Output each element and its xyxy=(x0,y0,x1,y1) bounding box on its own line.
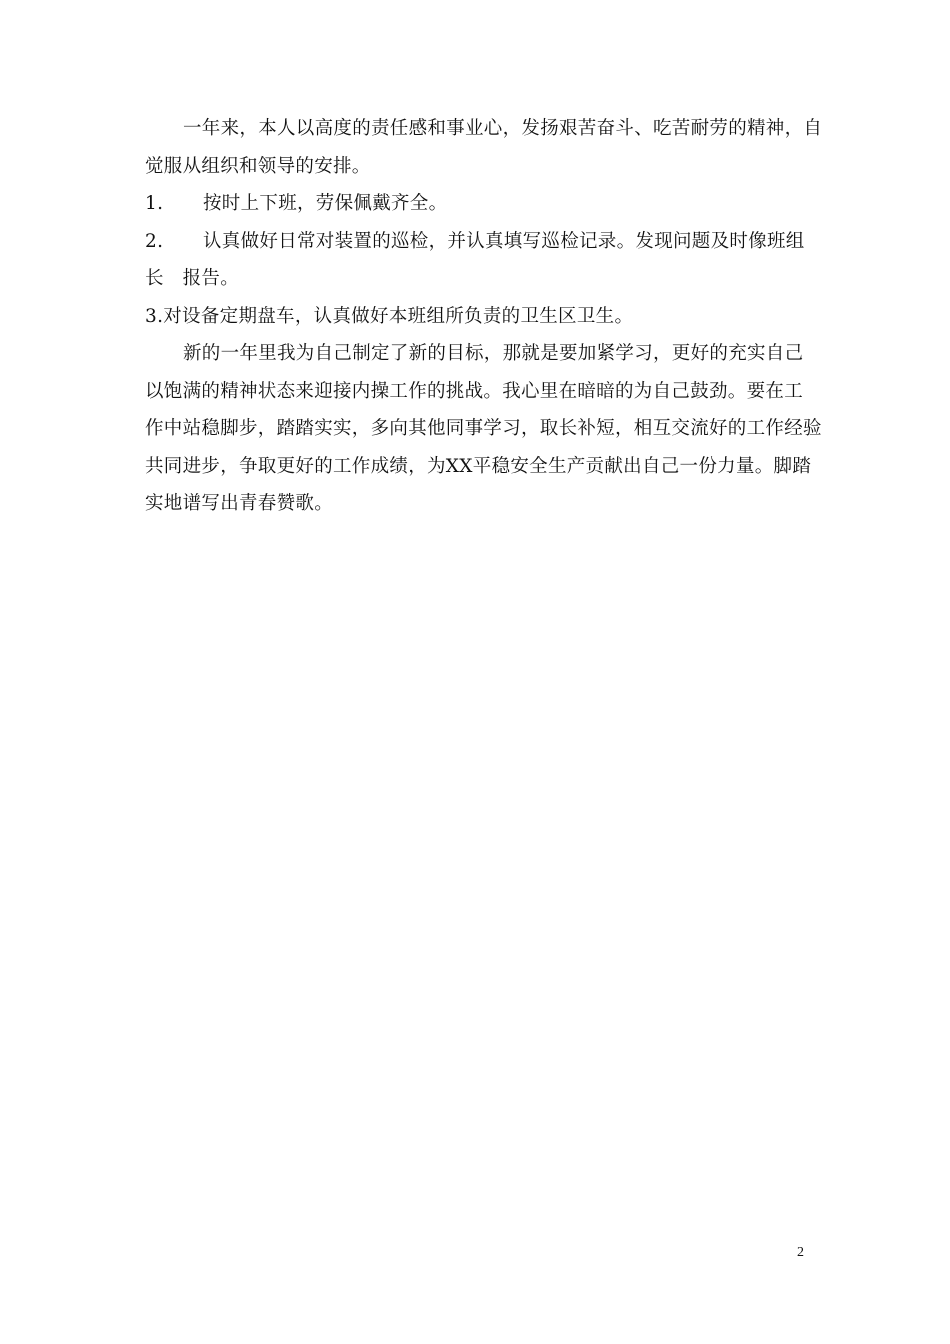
list-item-1 xyxy=(145,189,807,227)
list-number: 2. xyxy=(145,230,164,252)
closing-line-5: 实地谱写出青春赞歌。 xyxy=(145,493,334,514)
list-item-2 xyxy=(145,227,807,265)
closing-line-3: 作中站稳脚步，踏踏实实，多向其他同事学习，取长补短，相互交流好的工作经验 xyxy=(145,418,822,439)
list-text: 按时上下班，劳保佩戴齐全。 xyxy=(203,193,448,214)
list-number: 1. xyxy=(145,193,164,214)
list-item-3: 3.对设备定期盘车，认真做好本班组所负责的卫生区卫生。 xyxy=(145,305,634,327)
intro-line-1: 一年来，本人以高度的责任感和事业心，发扬艰苦奋斗、吃苦耐劳的精神，自 xyxy=(183,118,823,139)
closing-line-4: 共同进步，争取更好的工作成绩，为XX平稳安全生产贡献出自己一份力量。脚踏 xyxy=(145,455,812,477)
closing-line-2: 以饱满的精神状态来迎接内操工作的挑战。我心里在暗暗的为自己鼓劲。要在工 xyxy=(145,380,804,402)
list-text: 认真做好日常对装置的巡检，并认真填写巡检记录。发现问题及时像班组 xyxy=(203,230,805,252)
list-item-2-continued: 长 报告。 xyxy=(145,268,240,289)
page-number: 2 xyxy=(797,1245,804,1260)
intro-line-2: 觉服从组织和领导的安排。 xyxy=(145,155,371,177)
document-body xyxy=(145,114,823,527)
closing-line-1: 新的一年里我为自己制定了新的目标，那就是要加紧学习，更好的充实自己 xyxy=(183,343,804,364)
